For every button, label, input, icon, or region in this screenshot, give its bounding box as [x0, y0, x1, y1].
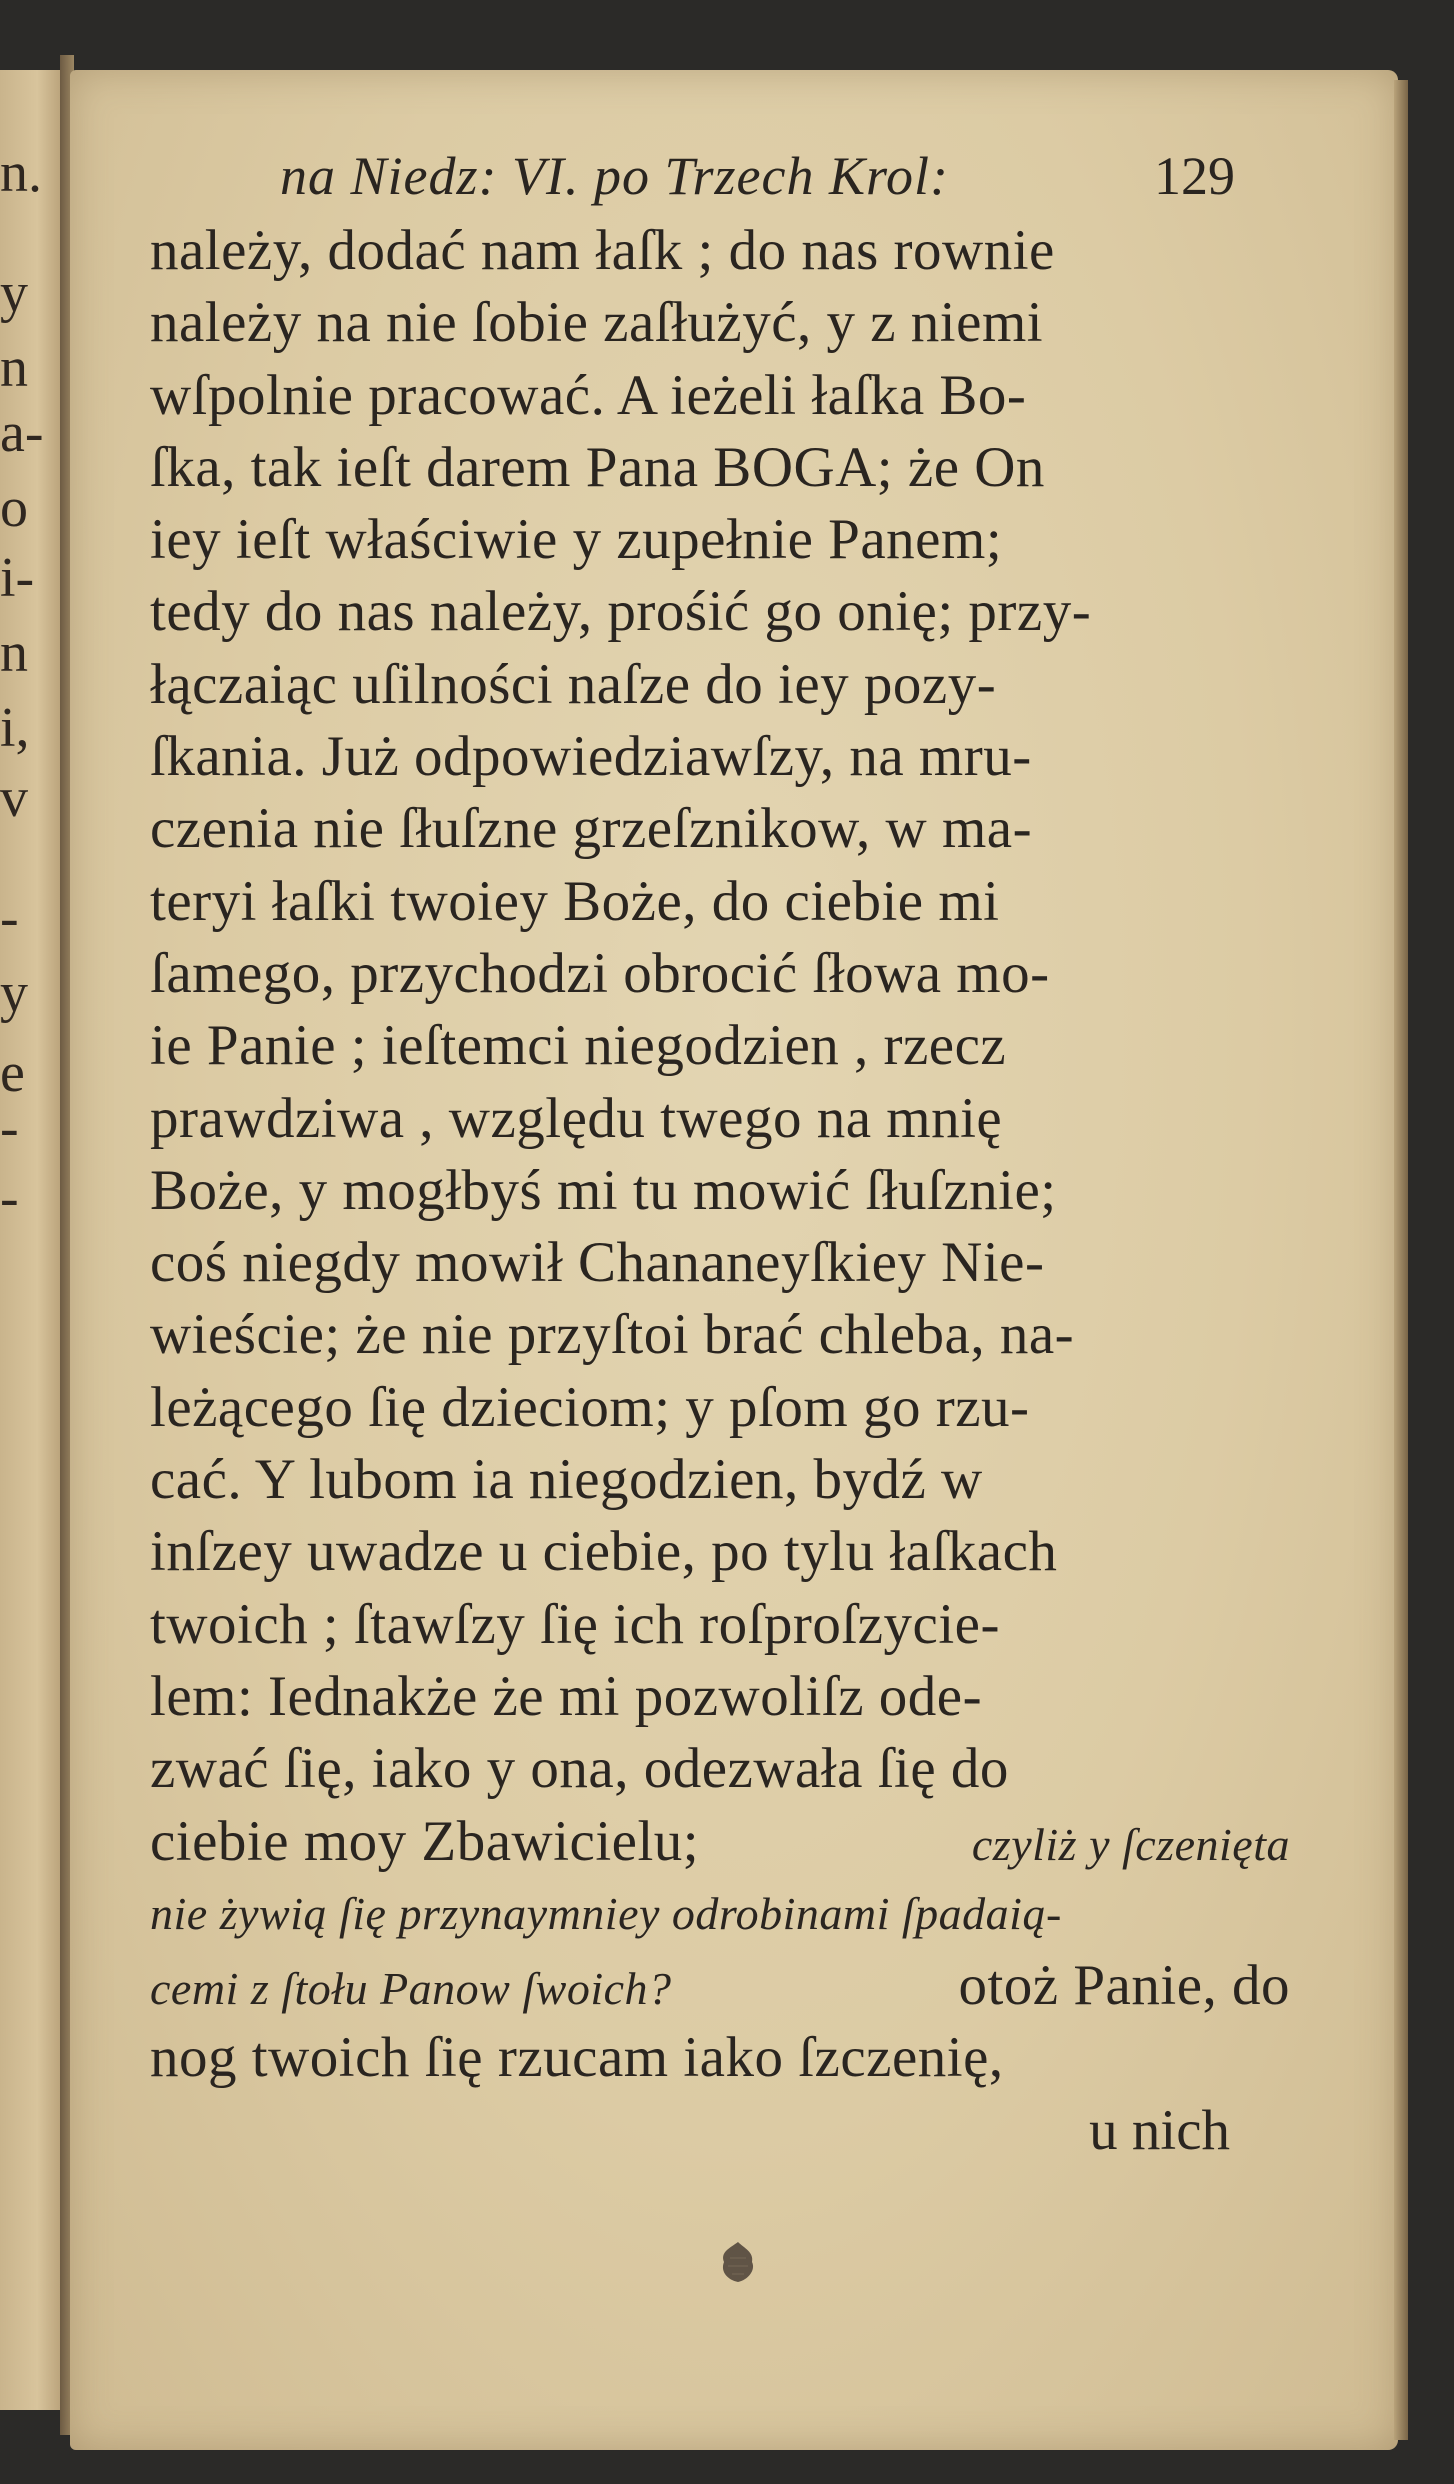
- text-line-mixed: [150, 1806, 1290, 1878]
- text-line: wieście; że nie przyſtoi brać chleba, na-: [150, 1303, 1075, 1367]
- text-line: lem: Iednakże że mi pozwoliſz ode-: [150, 1664, 983, 1728]
- text-line: należy, dodać nam łaſk ; do nas rownie: [150, 219, 1055, 282]
- text-line-mixed: [150, 1950, 1290, 2022]
- left-page-fragment: -: [0, 1097, 19, 1159]
- text-line: leżącego ſię dzieciom; y pſom go rzu-: [150, 1375, 1030, 1439]
- left-page-fragment: n.: [0, 142, 42, 204]
- ink-blot-ornament: [718, 2240, 758, 2284]
- italic-quote-line: nie żywią ſię przynaymniey odrobinami ſpadaią-: [150, 1887, 1062, 1939]
- left-page-fragment: v: [0, 767, 28, 829]
- text-line: ie Panie ; ieſtemci niegodzien , rzecz: [150, 1014, 1007, 1078]
- left-page-fragment: o: [0, 477, 28, 539]
- left-page-fragment: n: [0, 622, 28, 684]
- text-line: czenia nie ſłuſzne grzeſznikow, w ma-: [150, 797, 1033, 861]
- text-line: iey ieſt właściwie y zupełnie Panem;: [150, 508, 1003, 572]
- catchword-line: [150, 2095, 1290, 2167]
- left-page-fragment: -: [0, 1167, 19, 1229]
- text-line: wſpolnie pracować. A ieżeli łaſka Bo-: [150, 363, 1027, 427]
- italic-quote: czyliż y ſczenięta: [971, 1818, 1290, 1870]
- running-head: na Niedz: VI. po Trzech Krol:: [280, 146, 949, 206]
- left-page-fragment: y: [0, 262, 28, 324]
- text-line: łączaiąc uſilności naſze do iey pozy-: [150, 652, 997, 716]
- left-page-fragment: y: [0, 962, 28, 1024]
- catchword: u nich: [1089, 2098, 1230, 2162]
- text-line: tedy do nas należy, prośić go onię; przy-: [150, 580, 1092, 644]
- text-line: cać. Y lubom ia niegodzien, bydź w: [150, 1448, 983, 1512]
- text-line: Boże, y mogłbyś mi tu mowić ſłuſznie;: [150, 1158, 1057, 1222]
- roman-text: ciebie moy Zbawicielu;: [150, 1809, 700, 1873]
- left-page-edge: [0, 70, 62, 2410]
- page-fore-edge: [1394, 80, 1408, 2440]
- page-number: 129: [1154, 146, 1235, 206]
- left-page-fragment: i-: [0, 547, 35, 609]
- text-line: prawdziwa , względu twego na mnię: [150, 1086, 1003, 1150]
- text-line: zwać ſię, iako y ona, odezwała ſię do: [150, 1737, 1009, 1801]
- body-text: [150, 215, 1290, 2167]
- left-page-fragment: a-: [0, 402, 44, 464]
- text-line: ſamego, przychodzi obrocić ſłowa mo-: [150, 941, 1050, 1005]
- text-line: należy na nie ſobie zaſłużyć, y z niemi: [150, 291, 1044, 355]
- left-page-fragment: -: [0, 887, 19, 949]
- roman-text: otoż Panie, do: [958, 1954, 1290, 2018]
- page-header: [205, 145, 1235, 225]
- text-line: coś niegdy mowił Chananeyſkiey Nie-: [150, 1231, 1045, 1295]
- left-page-fragment: e: [0, 1042, 25, 1104]
- left-page-fragment: i,: [0, 697, 30, 759]
- text-line: nog twoich ſię rzucam iako ſzczenię,: [150, 2026, 1004, 2090]
- text-line: ſka, tak ieſt darem Pana BOGA; że On: [150, 435, 1045, 499]
- text-line: inſzey uwadze u ciebie, po tylu łaſkach: [150, 1520, 1058, 1584]
- text-line: twoich ; ſtawſzy ſię ich roſproſzycie-: [150, 1592, 1000, 1656]
- text-line: teryi łaſki twoiey Boże, do ciebie mi: [150, 869, 1000, 933]
- italic-quote: cemi z ſtołu Panow ſwoich?: [150, 1963, 672, 2015]
- left-page-fragment: n: [0, 337, 28, 399]
- text-line: ſkania. Już odpowiedziawſzy, na mru-: [150, 725, 1032, 789]
